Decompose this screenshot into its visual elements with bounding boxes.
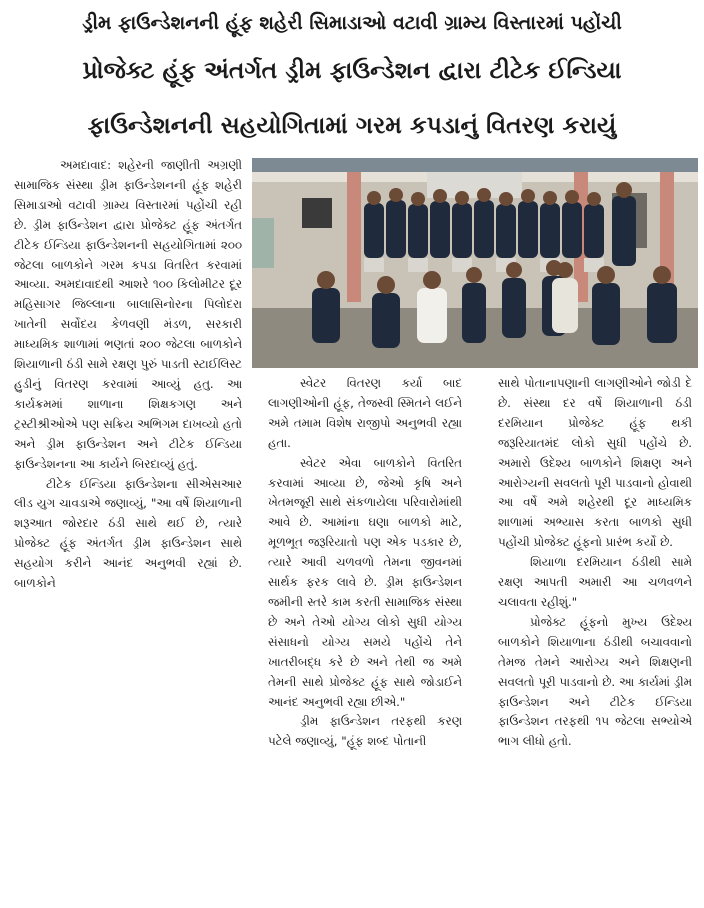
paragraph: પ્રોજેક્ટ હૂંફનો મુખ્ય ઉદેશ્ય બાળકોને શિયાળાના ઠંડીથી બચાવવાનો તેમજ તેમને આરોગ્ય અને શિક્ષણની સવલતો પૂરી પાડવાનો છે. આ કાર્યમાં ડ્રીમ ફાઉન્ડેશન અને ટીટેક ઈન્ડિયા ફાઉન્ડેશન તરફથી ૧૫ જેટલા સભ્યોએ ભાગ લીધો હતો. [498, 614, 692, 749]
paragraph: ટીટેક ઈન્ડિયા ફાઉન્ડેશના સીએસઆર લીડ યુગ ચાવડાએ જણાવ્યું, "આ વર્ષે શિયાળાની શરૂઆત જોરદાર ઠંડી સાથે થઈ છે, ત્યારે પ્રોજેક્ટ હૂંફ અંતર્ગત ડ્રીમ ફાઉન્ડેશન સાથે સહયોગ કરીને આનંદ અનુભવી રહ્યાં છે. બાળકોને [14, 476, 242, 591]
headline-line-1: ડ્રીમ ફાઉન્ડેશનની હૂંફ શહેરી સિમાડાઓ વટાવી ગ્રામ્ય વિસ્તારમાં પહોંચી [82, 12, 622, 34]
paragraph: સ્વેટર વિતરણ કર્યા બાદ લાગણીઓની હૂંફ, તેજસ્વી સ્મિતને લઈને અમે તમામ વિશેષ રાજીપો અનુભવી રહ્યા હતા. [268, 376, 462, 450]
paragraph: ડ્રીમ ફાઉન્ડેશન તરફથી કરણ પટેલે જણાવ્યું, "હૂંફ શબ્દ પોતાની [268, 714, 462, 749]
paragraph: સાથે પોતાનાપણાની લાગણીઓને જોડી દે છે. સંસ્થા દર વર્ષે શિયાળાની ઠંડી દરમિયાન પ્રોજેક્ટ હૂંફ થકી જરૂરિયાતમંદ લોકો સુધી પહોંચે છે. અમારો ઉદેશ્ય બાળકોને શિક્ષણ અને આરોગ્યની સવલતો પૂરી પાડવાનો હોવાથી આ વર્ષે અમે શહેરથી દૂર માધ્યમિક શાળામાં અભ્યાસ કરતા બાળકો સુધી પહોંચી પ્રોજેક્ટ હૂંફનો પ્રારંભ કર્યો છે. [498, 376, 692, 550]
group-photo [252, 158, 698, 368]
paragraph: અમદાવાદ: શહેરની જાણીતી અગ્રણી સામાજિક સંસ્થા ડ્રીમ ફાઉન્ડેશનની હૂંફ શહેરી સિમાડાઓ વટાવી ગ્રામ્ય વિસ્તારમાં પહોંચી રહી છે. ડ્રીમ ફાઉન્ડેશન દ્વારા પ્રોજેક્ટ હૂંફ અંતર્ગત ટીટેક ઈન્ડિયા ફાઉન્ડેશનની સહયોગિતામાં ૨૦૦ જેટલા બાળકોને ગરમ કપડા વિતરિત કરવામાં આવ્યા. અમદાવાદથી આશરે ૧૦૦ કિલોમીટર દૂર મહિસાગર જિલ્લાના બાલાસિનોરના પિલોદરા ખાતેની સર્વોદય કેળવણી મંડળ, સરકારી માધ્યમિક શાળામાં ભણતાં ૨૦૦ જેટલા બાળકોને શિયાળાની ઠંડી સામે રક્ષણ પુરું પાડતી સ્ટાઈલિસ્ટ હુડીનું વિતરણ કરવામાં આવ્યું હતુ. આ કાર્યક્રમમાં શાળાના શિક્ષકગણ અને ટ્રસ્ટીશ્રીઓએ પણ સક્રિય અભિગમ દાખવ્યો હતો અને ડ્રીમ ફાઉન્ડેશન અને ટીટેક ઈન્ડિયા ફાઉન્ડેશનના આ કાર્યને બિરદાવ્યું હતું. [14, 158, 242, 471]
article-column-1 [14, 156, 242, 594]
article-column-3 [498, 374, 692, 752]
article-column-2 [268, 374, 462, 752]
paragraph: સ્વેટર એવા બાળકોને વિતરિત કરવામાં આવ્યા છે, જેઓ કૃષિ અને ખેતમજૂરી સાથે સંકળાયેલા પરિવારોમાંથી આવે છે. આમાંના ઘણા બાળકો માટે, મૂળભૂત જરૂરિયાતો પણ એક પડકાર છે, ત્યારે આવી ચળવળો તેમના જીવનમાં સાર્થક ફરક લાવે છે. ડ્રીમ ફાઉન્ડેશન જમીની સ્તરે કામ કરતી સામાજિક સંસ્થા છે અને તેઓ યોગ્ય લોકો સુધી યોગ્ય સંસાધનો યોગ્ય સમયે પહોંચે તેને ખાતરીબદ્ધ કરે છે અને તેથી જ અમે તેમની સાથે પ્રોજેક્ટ હૂંફ સાથે જોડાઈને આનંદ અનુભવી રહ્યા છીએ." [268, 455, 462, 709]
headline-line-3: ફાઉન્ડેશનની સહયોગિતામાં ગરમ કપડાનું વિતરણ કરાયું [87, 111, 617, 139]
headline-line-2: પ્રોજેક્ટ હૂંફ અંતર્ગત ડ્રીમ ફાઉન્ડેશન દ્વારા ટીટેક ઈન્ડિયા [82, 56, 622, 84]
paragraph: શિયાળા દરમિયાન ઠંડીથી સામે રક્ષણ આપતી અમારી આ ચળવળને ચલાવતા રહીશું." [498, 555, 692, 609]
